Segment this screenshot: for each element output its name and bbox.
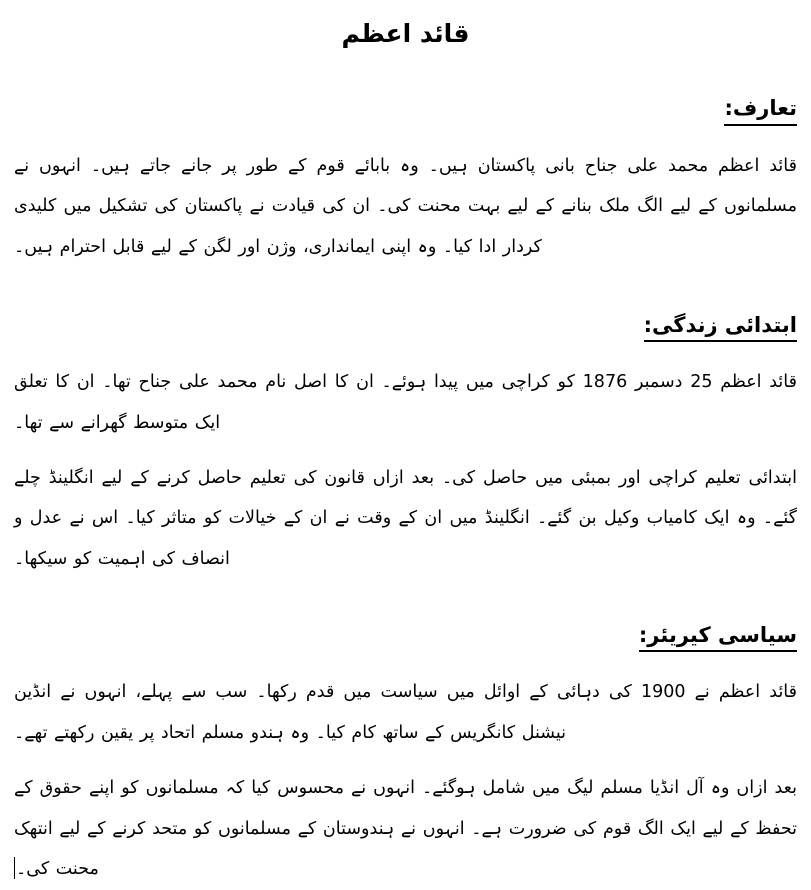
paragraph-political-career-1: قائد اعظم نے 1900 کی دہائی کے اوائل میں سیاست میں قدم رکھا۔ سب سے پہلے، انہوں نے انڈین نیشنل کانگریس کے ساتھ کام کیا۔ وہ ہندو مسلم اتحاد پر یقین رکھتے تھے۔ xyxy=(14,682,798,744)
paragraph-early-life-2: ابتدائی تعلیم کراچی اور بمبئی میں حاصل کی۔ بعد ازاں قانون کی تعلیم حاصل کرنے کے لیے انگلینڈ چلے گئے۔ وہ ایک کامیاب وکیل بن گئے۔ انگلینڈ میں ان کے وقت نے ان کے خیالات کو متاثر کیا۔ اس نے عدل و انصاف کی اہمیت کو سیکھا۔ xyxy=(14,467,797,570)
section-introduction xyxy=(14,95,797,268)
paragraph-early-life-1: قائد اعظم 25 دسمبر 1876 کو کراچی میں پیدا ہوئے۔ ان کا اصل نام محمد علی جناح تھا۔ ان کا تعلق ایک متوسط گھرانے سے تھا۔ xyxy=(14,372,798,433)
section-heading-introduction xyxy=(14,95,797,127)
paragraph-introduction-1: قائد اعظم محمد علی جناح بانی پاکستان ہیں۔ وہ بابائے قوم کے طور پر جانے جاتے ہیں۔ انہوں نے مسلمانوں کے لیے الگ ملک بنانے کے لیے بہت محنت کی۔ ان کی قیادت نے پاکستان کی تشکیل میں کلیدی کردار ادا کیا۔ وہ اپنی ایمانداری، وژن اور لگن کے لیے قابل احترام ہیں۔ xyxy=(14,155,797,258)
section-heading-political-career-text: سیاسی کیریئر: xyxy=(639,622,797,652)
text-caret xyxy=(14,857,15,879)
section-early-life xyxy=(14,312,797,580)
section-political-career xyxy=(14,622,797,890)
section-heading-early-life-text: ابتدائی زندگی: xyxy=(644,312,797,342)
section-heading-early-life xyxy=(14,312,797,344)
section-heading-political-career xyxy=(14,622,797,654)
page-title: قائد اعظم xyxy=(341,19,470,48)
paragraph-political-career-2-text: بعد ازاں وہ آل انڈیا مسلم لیگ میں شامل ہوگئے۔ انہوں نے محسوس کیا کہ مسلمانوں کو اپنے حقوق کے تحفظ کے لیے ایک الگ قوم کی ضرورت ہے۔ انہوں نے ہندوستان کے مسلمانوں کو متحد کرنے کے لیے انتھک محنت کی۔ xyxy=(14,777,797,880)
paragraph-political-career-2 xyxy=(14,768,797,890)
section-heading-introduction-text: تعارف: xyxy=(724,95,797,125)
